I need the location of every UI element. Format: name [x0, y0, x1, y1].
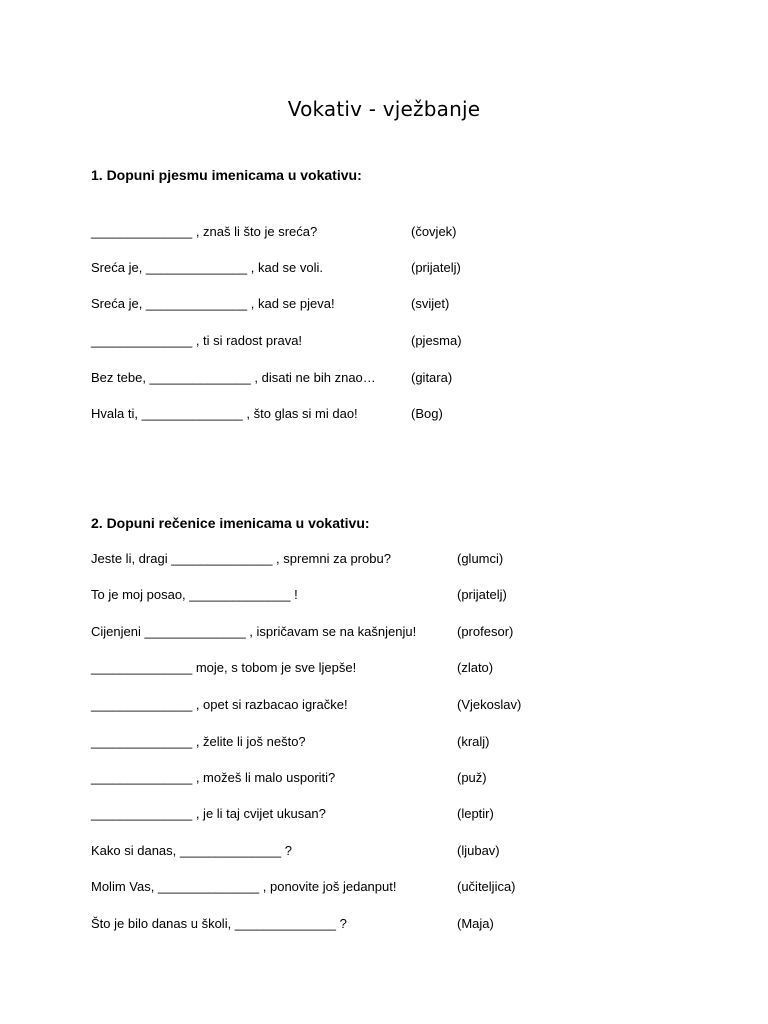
section-1-heading: 1. Dopuni pjesmu imenicama u vokativu:	[91, 167, 362, 183]
exercise-sentence: Sreća je, ______________ , kad se voli.	[91, 260, 324, 275]
exercise-sentence: Kako si danas, ______________ ?	[91, 843, 292, 858]
exercise-hint: (svijet)	[411, 296, 450, 311]
exercise-hint: (glumci)	[457, 551, 504, 566]
exercise-sentence: Jeste li, dragi ______________ , spremni za probu?	[91, 551, 391, 566]
exercise-hint: (učiteljica)	[457, 879, 516, 894]
exercise-hint: (leptir)	[457, 806, 494, 821]
exercise-sentence: To je moj posao, ______________ !	[91, 587, 298, 602]
exercise-hint: (prijatelj)	[411, 260, 461, 275]
exercise-hint: (Bog)	[411, 406, 443, 421]
exercise-sentence: Bez tebe, ______________ , disati ne bih znao…	[91, 370, 376, 385]
exercise-sentence: Sreća je, ______________ , kad se pjeva!	[91, 296, 335, 311]
page-title: Vokativ - vježbanje	[287, 97, 481, 121]
exercise-sentence: Hvala ti, ______________ , što glas si mi dao!	[91, 406, 358, 421]
exercise-sentence: ______________ , opet si razbacao igračke!	[91, 697, 348, 712]
exercise-sentence: ______________ , želite li još nešto?	[91, 734, 306, 749]
exercise-hint: (Vjekoslav)	[457, 697, 522, 712]
exercise-hint: (profesor)	[457, 624, 514, 639]
exercise-hint: (kralj)	[457, 734, 490, 749]
exercise-hint: (ljubav)	[457, 843, 500, 858]
exercise-hint: (čovjek)	[411, 224, 457, 239]
exercise-sentence: ______________ , znaš li što je sreća?	[91, 224, 318, 239]
exercise-hint: (zlato)	[457, 660, 494, 675]
exercise-hint: (gitara)	[411, 370, 453, 385]
exercise-sentence: Cijenjeni ______________ , ispričavam se na kašnjenju!	[91, 624, 417, 639]
exercise-hint: (Maja)	[457, 916, 494, 931]
exercise-hint: (puž)	[457, 770, 487, 785]
exercise-sentence: ______________ , možeš li malo usporiti?	[91, 770, 336, 785]
exercise-hint: (prijatelj)	[457, 587, 507, 602]
exercise-sentence: Što je bilo danas u školi, ______________ ?	[91, 916, 347, 931]
section-2-heading: 2. Dopuni rečenice imenicama u vokativu:	[91, 515, 370, 531]
exercise-sentence: ______________ , ti si radost prava!	[91, 333, 303, 348]
exercise-sentence: Molim Vas, ______________ , ponovite još jedanput!	[91, 879, 397, 894]
exercise-sentence: ______________ moje, s tobom je sve ljepše!	[91, 660, 357, 675]
exercise-sentence: ______________ , je li taj cvijet ukusan?	[91, 806, 326, 821]
exercise-hint: (pjesma)	[411, 333, 462, 348]
